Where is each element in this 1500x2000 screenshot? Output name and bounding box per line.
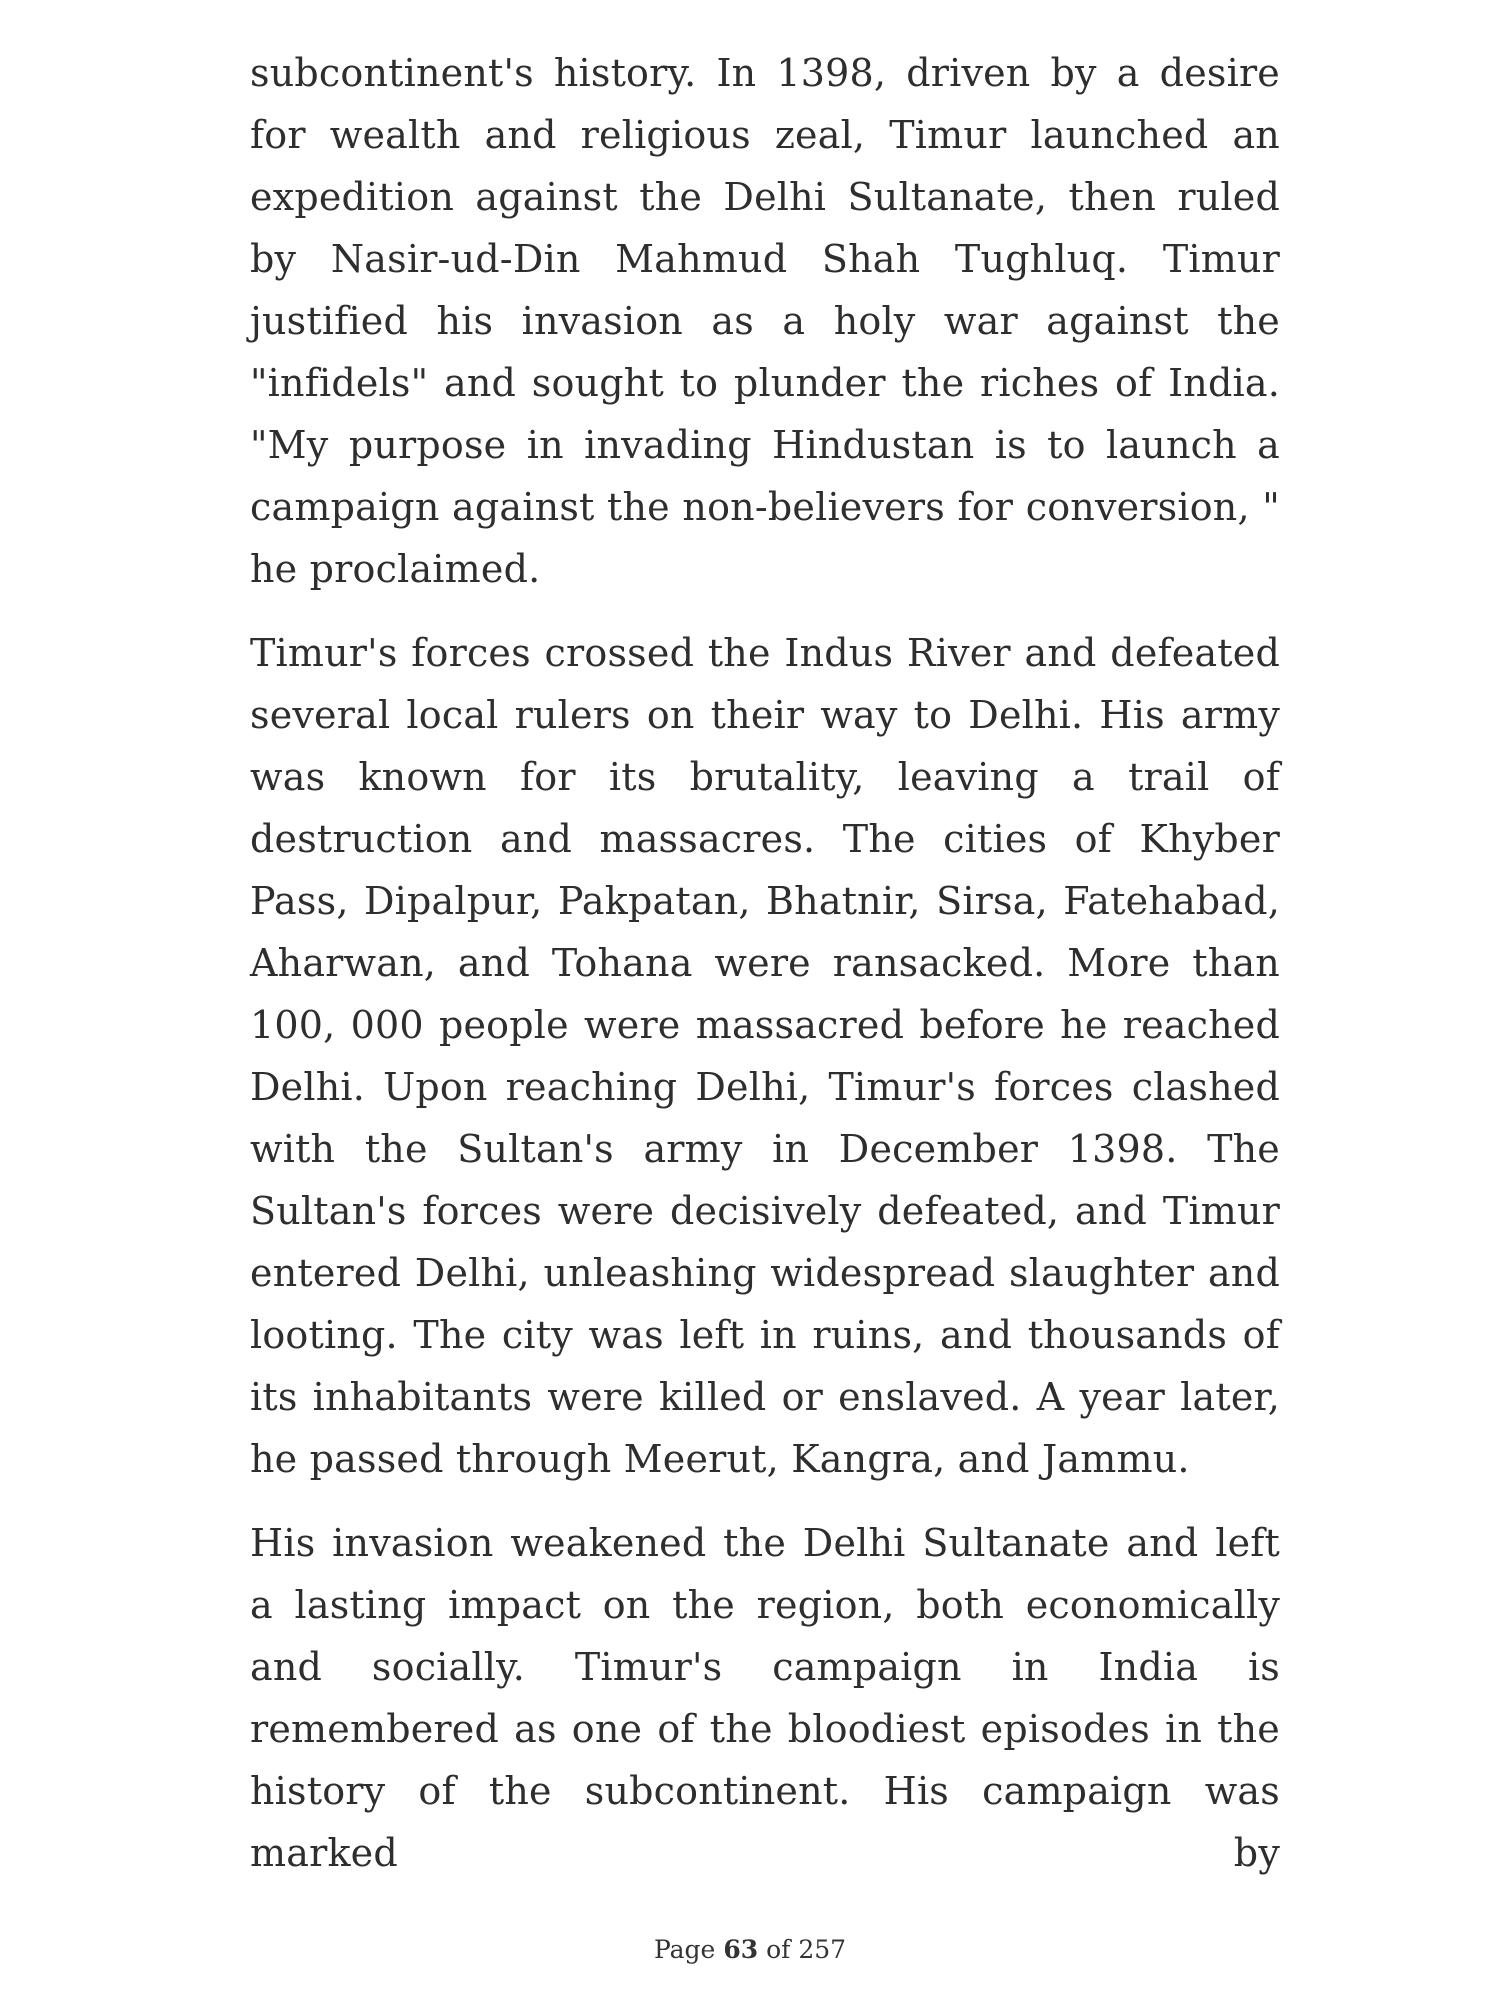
paragraph-1: subcontinent's history. In 1398, driven by a desire for wealth and religious zeal, Timur launched an expedition against the Delhi Sultanate, then ruled by Nasir-ud-Din Mahmud Shah Tughluq. Timur justified his invasion as a holy war against the "infidels" and sought to plunder the riches of India. "My purpose in invading Hindustan is to launch a campaign against the non-believers for conversion, " he proclaimed.	[250, 51, 1280, 591]
page-footer	[0, 1935, 1500, 1964]
current-page-number: 63	[723, 1935, 759, 1964]
page-body	[250, 42, 1280, 1906]
total-pages: 257	[798, 1935, 847, 1964]
page-separator: of	[766, 1935, 791, 1964]
paragraph-3: His invasion weakened the Delhi Sultanate and left a lasting impact on the region, both economically and socially. Timur's campaign in India is remembered as one of the bloodiest episodes in the history of the subcontinent. His campaign was marked by	[250, 1521, 1280, 1875]
page-label: Page	[653, 1935, 716, 1964]
paragraph-2: Timur's forces crossed the Indus River and defeated several local rulers on their way to Delhi. His army was known for its brutality, leaving a trail of destruction and massacres. The cities of Khyber Pass, Dipalpur, Pakpatan, Bhatnir, Sirsa, Fatehabad, Aharwan, and Tohana were ransacked. More than 100, 000 people were massacred before he reached Delhi. Upon reaching Delhi, Timur's forces clashed with the Sultan's army in December 1398. The Sultan's forces were decisively defeated, and Timur entered Delhi, unleashing widespread slaughter and looting. The city was left in ruins, and thousands of its inhabitants were killed or enslaved. A year later, he passed through Meerut, Kangra, and Jammu.	[250, 631, 1280, 1481]
